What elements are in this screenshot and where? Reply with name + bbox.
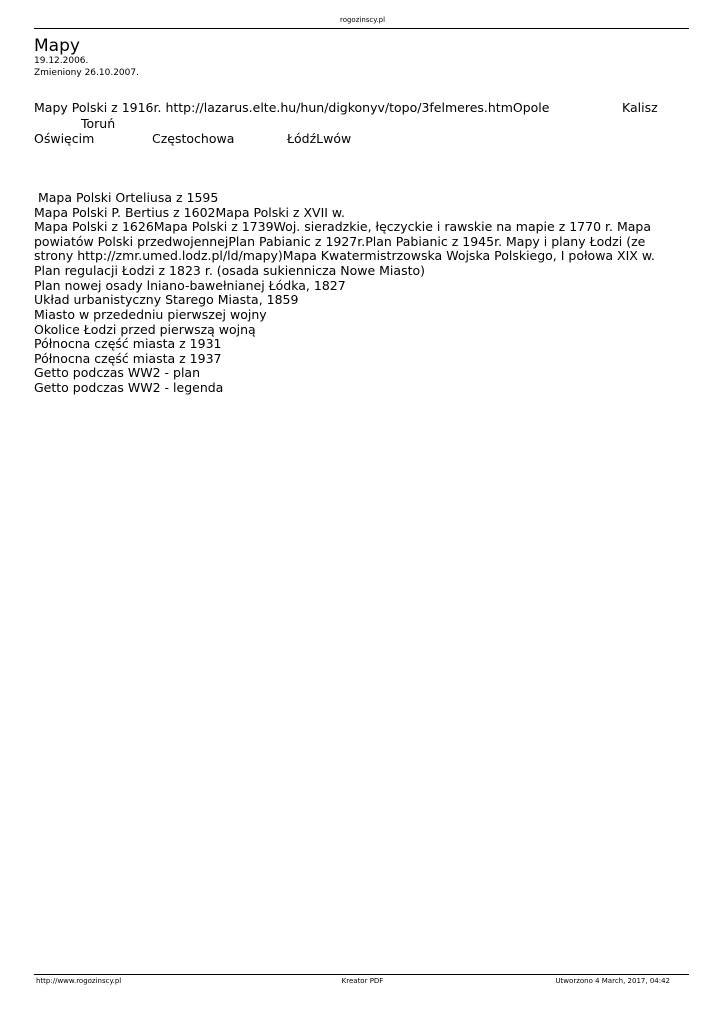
header-site-name: rogozinscy.pl	[339, 16, 386, 24]
map-link-line: powiatów Polski przedwojennejPlan Pabianic z 1927r.Plan Pabianic z 1945r. Mapy i plany Łodzi (ze	[34, 234, 646, 249]
footer-created-timestamp: Utworzono 4 March, 2017, 04:42	[555, 977, 670, 985]
map-link-line: Plan nowej osady lniano-bawełnianej Łódka, 1827	[34, 278, 346, 293]
maps-poland-1916-line: Mapy Polski z 1916r. http://lazarus.elte.hu/hun/digkonyv/topo/3felmeres.htmOpole	[34, 100, 550, 115]
footer-divider	[34, 974, 689, 975]
map-link-line: Północna część miasta z 1931	[34, 336, 222, 351]
map-link-line: Układ urbanistyczny Starego Miasta, 1859	[34, 292, 299, 307]
map-link-line: Okolice Łodzi przed pierwszą wojną	[34, 322, 256, 337]
map-link-line: Północna część miasta z 1937	[34, 351, 222, 366]
city-torun: Toruń	[81, 116, 116, 131]
footer-url: http://www.rogozinscy.pl	[36, 977, 122, 985]
map-link-line: Getto podczas WW2 - plan	[34, 365, 201, 380]
map-link-line: Miasto w przededniu pierwszej wojny	[34, 307, 267, 322]
footer-generator: Kreator PDF	[341, 977, 384, 985]
page-title: Mapy	[34, 36, 80, 56]
map-link-line: Getto podczas WW2 - legenda	[34, 380, 224, 395]
created-date: 19.12.2006.	[34, 56, 89, 66]
city-oswiecim: Oświęcim	[34, 131, 95, 146]
city-czestochowa: Częstochowa	[152, 131, 235, 146]
city-kalisz: Kalisz	[622, 100, 658, 115]
cities-lodz-lwow: ŁódźLwów	[287, 131, 352, 146]
map-link-line: strony http://zmr.umed.lodz.pl/ld/mapy)Mapa Kwatermistrzowska Wojska Polskiego, I połowa XIX w.	[34, 248, 655, 263]
modified-date: Zmieniony 26.10.2007.	[34, 68, 139, 78]
map-link-line: Plan regulacji Łodzi z 1823 r. (osada sukiennicza Nowe Miasto)	[34, 263, 426, 278]
map-link-line: Mapa Polski Orteliusa z 1595	[34, 190, 219, 205]
header-divider	[34, 28, 689, 29]
map-link-line: Mapa Polski z 1626Mapa Polski z 1739Woj. sieradzkie, łęczyckie i rawskie na mapie z 1770 r. Mapa	[34, 219, 651, 234]
map-link-line: Mapa Polski P. Bertius z 1602Mapa Polski z XVII w.	[34, 205, 345, 220]
